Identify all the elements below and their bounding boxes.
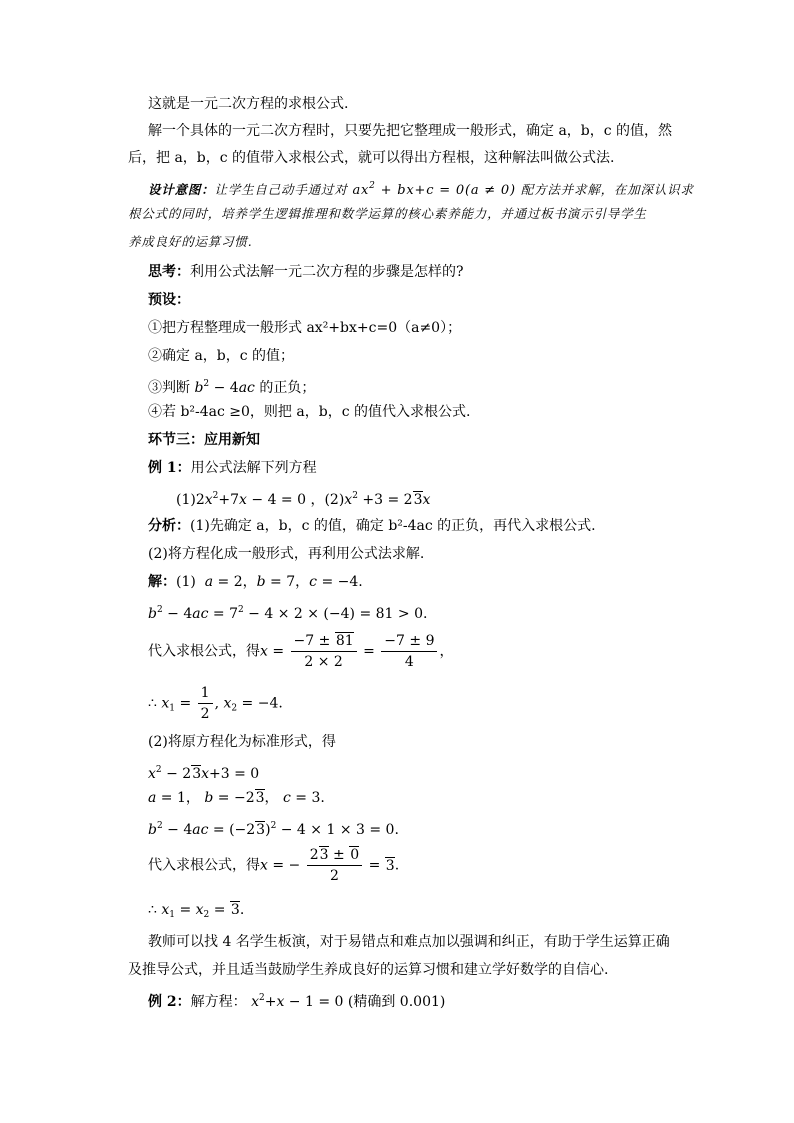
teacher-note-2: 及推导公式，并且适当鼓励学生养成良好的运算习惯和建立学好数学的自信心. — [128, 962, 609, 978]
solution-formula-2: 代入求根公式，得x = − $\frac{23 \pm 0}{2}$ = 3. — [148, 847, 400, 884]
think-line: 思考：利用公式法解一元二次方程的步骤是怎样的? — [148, 264, 464, 280]
design-intent-line: 设计意图：让学生自己动手通过对 $ax^2 + bx+c = 0(a \ne 0)$ 配方法并求解，在加深认识求 — [148, 181, 694, 198]
discriminant-expr: $b^2 - 4ac$ — [194, 379, 255, 396]
step-3: ③判断 $b^2 - 4ac$ 的正负； — [148, 379, 316, 396]
example-2-equation: $x^2+x - 1 = 0$ — [251, 993, 348, 1010]
equation-inline: $ax^2 + bx+c = 0(a \ne 0)$ — [352, 181, 521, 198]
solution-formula-1: 代入求根公式，得x = $\frac{-7 \pm 81}{2 \times 2}$ = $\frac{-7 \pm 9}{4}$ ， — [148, 633, 454, 670]
section-heading: 环节三：应用新知 — [148, 432, 260, 448]
text-line: 解一个具体的一元二次方程时，只要先把它整理成一般形式，确定 a，b，c 的值，然 — [148, 123, 673, 139]
solution-label: 解： — [148, 574, 176, 590]
example-2-line: 例 2：解方程： $x^2+x - 1 = 0$ (精确到 0.001) — [148, 993, 446, 1010]
step-4: ④若 b²-4ac ≥0，则把 a，b，c 的值代入求根公式. — [148, 404, 471, 420]
teacher-note: 教师可以找 4 名学生板演，对于易错点和难点加以强调和纠正，有助于学生运算正确 — [148, 934, 670, 950]
step-2: ②确定 a，b，c 的值； — [148, 348, 295, 364]
think-label: 思考： — [148, 264, 190, 280]
solution-discriminant: $b^2 - 4ac = 7^2 - 4 \times 2 \times (-4) = 81 > 0$. — [148, 605, 428, 622]
analysis-label: 分析： — [148, 518, 190, 534]
discriminant-2: $b^2 - 4ac = (-23)^2 - 4 \times 1 \times 3 = 0$. — [148, 821, 399, 838]
solution-roots-2: ∴ $x_1 = x_2 = 3$. — [148, 902, 245, 920]
solution-roots-1: ∴ $x_1$ = $\frac{1}{2}$ , $x_2 = -4$. — [148, 685, 283, 722]
example-1-equations: $(1)2x^2+7x - 4 = 0$ ，$(2)x^2 +3 = 23x$ — [176, 491, 431, 508]
text-line: 后，把 a，b，c 的值带入求根公式，就可以得出方程根，这种解法叫做公式法. — [128, 150, 615, 166]
example-1-label: 例 1： — [148, 460, 191, 476]
coefficients-2: a = 1， b = −23， c = 3. — [148, 790, 325, 806]
example-2-label: 例 2： — [148, 994, 191, 1010]
preset-label: 预设： — [148, 292, 190, 308]
preset-line — [148, 290, 190, 310]
example-1-line: 例 1：用公式法解下列方程 — [148, 460, 317, 476]
text-line: 这就是一元二次方程的求根公式. — [148, 96, 349, 112]
design-label: 设计意图： — [148, 182, 215, 197]
solution-line: 解：(1) a = 2，b = 7，c = −4. — [148, 574, 363, 590]
analysis-line-2: (2)将方程化成一般形式，再利用公式法求解. — [148, 546, 425, 562]
analysis-line: 分析：(1)先确定 a，b，c 的值，确定 b²-4ac 的正负，再代入求根公式. — [148, 518, 596, 534]
step-1: ①把方程整理成一般形式 ax²+bx+c=0（a≠0）； — [148, 320, 462, 336]
standard-form: $x^2 - 23x+3 = 0$ — [148, 765, 260, 782]
design-intent-line: 根公式的同时，培养学生逻辑推理和数学运算的核心素养能力，并通过板书演示引导学生 — [128, 206, 647, 221]
solution-part-2: (2)将原方程化为标准形式，得 — [148, 734, 336, 750]
design-intent-line: 养成良好的运算习惯. — [128, 234, 253, 249]
